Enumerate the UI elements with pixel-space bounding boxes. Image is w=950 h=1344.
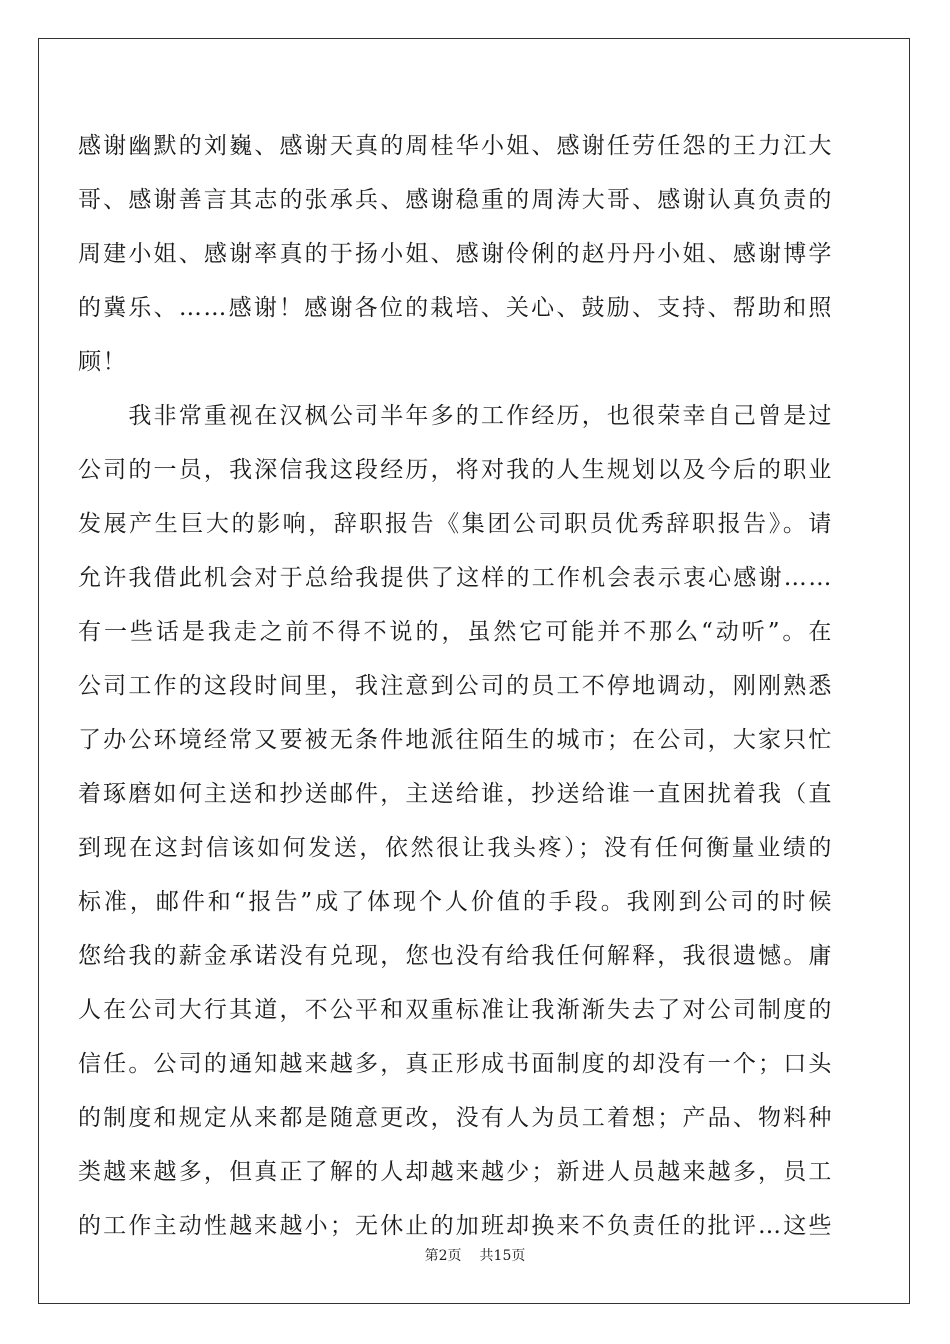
text-line: 标准，邮件和“报告”成了体现个人价值的手段。我刚到公司的时候	[78, 889, 833, 915]
text-line: 人在公司大行其道，不公平和双重标准让我渐渐失去了对公司制度的	[78, 997, 833, 1023]
text-line: 允许我借此机会对于总给我提供了这样的工作机会表示衷心感谢……	[78, 565, 833, 591]
text-line: 您给我的薪金承诺没有兑现，您也没有给我任何解释，我很遗憾。庸	[78, 943, 833, 969]
text-line: 我非常重视在汉枫公司半年多的工作经历，也很荣幸自己曾是过	[78, 403, 833, 429]
text-line: 顾！	[78, 349, 128, 375]
text-line: 公司工作的这段时间里，我注意到公司的员工不停地调动，刚刚熟悉	[78, 673, 833, 699]
text-line: 的制度和规定从来都是随意更改，没有人为员工着想；产品、物料种	[78, 1105, 833, 1131]
text-line: 周建小姐、感谢率真的于扬小姐、感谢伶俐的赵丹丹小姐、感谢博学	[78, 241, 833, 267]
text-line: 了办公环境经常又要被无条件地派往陌生的城市；在公司，大家只忙	[78, 727, 833, 753]
text-line: 公司的一员，我深信我这段经历，将对我的人生规划以及今后的职业	[78, 457, 833, 483]
text-line: 感谢幽默的刘巍、感谢天真的周桂华小姐、感谢任劳任怨的王力江大	[78, 133, 833, 159]
text-line: 类越来越多，但真正了解的人却越来越少；新进人员越来越多，员工	[78, 1159, 833, 1185]
text-line: 着琢磨如何主送和抄送邮件，主送给谁，抄送给谁一直困扰着我（直	[78, 781, 833, 807]
text-line: 有一些话是我走之前不得不说的，虽然它可能并不那么“动听”。在	[78, 619, 833, 645]
page-footer	[0, 1246, 950, 1266]
text-line: 到现在这封信该如何发送，依然很让我头疼）；没有任何衡量业绩的	[78, 835, 833, 861]
text-line: 信任。公司的通知越来越多，真正形成书面制度的却没有一个；口头	[78, 1051, 833, 1077]
page-number: 第2页	[424, 1248, 462, 1264]
text-line: 哥、感谢善言其志的张承兵、感谢稳重的周涛大哥、感谢认真负责的	[78, 187, 833, 213]
text-line: 的冀乐、……感谢！感谢各位的栽培、关心、鼓励、支持、帮助和照	[78, 295, 833, 321]
text-line: 的工作主动性越来越小；无休止的加班却换来不负责任的批评…这些	[78, 1213, 833, 1239]
text-line: 发展产生巨大的影响，辞职报告《集团公司职员优秀辞职报告》。请	[78, 511, 833, 537]
page-total: 共15页	[479, 1248, 526, 1264]
